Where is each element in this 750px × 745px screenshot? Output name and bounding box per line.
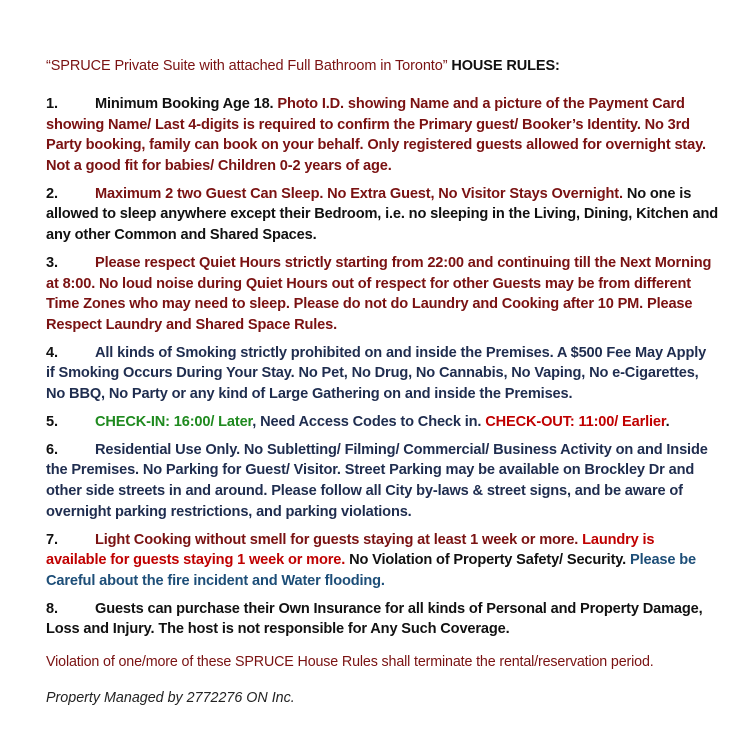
rule-item xyxy=(46,253,718,335)
rule-text: Maximum 2 two Guest Can Sleep. No Extra Guest, No Visitor Stays Overnight. xyxy=(95,185,623,202)
managed-by-text: Property Managed by 2772276 ON Inc. xyxy=(46,690,295,706)
rule-text: No Violation of Property Safety/ Security. xyxy=(345,552,627,569)
rule-text: Photo I.D. showing Name and a picture of the Payment Card showing Name/ Last 4-digits is required to confirm the Primary guest/ Booker’s Identity. No 3rd Party booking, family can book on your behalf. Only registered guests allowed for overnight stay. Not a good fit for babies/ Children 0-2 years of age. xyxy=(46,96,706,174)
listing-title: “SPRUCE Private Suite with attached Full Bathroom in Toronto” xyxy=(46,58,448,74)
rule-number: 6. xyxy=(46,441,58,458)
rule-text: Light Cooking without smell for guests staying at least 1 week or more. xyxy=(95,531,579,548)
rule-text: Minimum Booking Age 18. xyxy=(95,96,278,112)
rule-text: Guests can purchase their Own Insurance for all kinds of Personal and Property Damage, Loss and Injury. The host is not responsible for Any Such Coverage. xyxy=(46,600,703,638)
rule-item xyxy=(46,599,718,640)
rules-list xyxy=(46,94,718,647)
rule-number: 4. xyxy=(46,344,58,361)
rule-number: 1. xyxy=(46,96,58,112)
rule-text: , Need Access Codes to Check in. xyxy=(252,413,486,430)
rule-text: CHECK-OUT: 11:00/ Earlier xyxy=(485,413,666,430)
rule-item xyxy=(46,440,718,522)
rule-item xyxy=(46,343,718,405)
rule-text: . xyxy=(665,413,670,430)
violation-notice: Violation of one/more of these SPRUCE House Rules shall terminate the rental/reservation period. xyxy=(46,654,654,670)
rule-item xyxy=(46,94,718,176)
rule-number: 8. xyxy=(46,600,58,617)
rule-text: No one is allowed to sleep anywhere except their Bedroom, i.e. no sleeping in the Living, Dining, Kitchen and any other Common and Shared Spaces. xyxy=(46,185,718,243)
rule-text: Laundry is available for guests staying 1 week or more. xyxy=(46,531,655,569)
rule-item xyxy=(46,412,718,433)
rule-number: 2. xyxy=(46,185,58,202)
rule-text: Please be Careful about the fire incident and Water flooding. xyxy=(46,552,696,589)
rule-text: CHECK-IN: 16:00/ Later xyxy=(95,413,253,430)
rule-item xyxy=(46,530,718,592)
house-rules-heading: HOUSE RULES: xyxy=(451,58,560,74)
page-title xyxy=(46,58,726,74)
rule-text: Please respect Quiet Hours strictly starting from 22:00 and continuing till the Next Morning at 8:00. No loud noise during Quiet Hours out of respect for other Guests may be from different Time Zones who may need to sleep. Please do not do Laundry and Cooking after 10 PM. Please Respect Laundry and Shared Space Rules. xyxy=(46,254,712,333)
rule-number: 5. xyxy=(46,413,58,430)
rule-text: All kinds of Smoking strictly prohibited on and inside the Premises. A $500 Fee May Apply if Smoking Occurs During Your Stay. No Pet, No Drug, No Cannabis, No Vaping, No e-Cigarettes, No BBQ, No Party or any kind of Large Gathering on and inside the Premises. xyxy=(46,344,707,402)
rule-number: 3. xyxy=(46,254,58,271)
rule-text: Residential Use Only. No Subletting/ Filming/ Commercial/ Business Activity on and Inside the Premises. No Parking for Guest/ Visitor. Street Parking may be available on Brockley Dr and other side streets in and around. Please follow all City by-laws & street signs, and be aware of overnight parking restrictions, and parking violations. xyxy=(46,441,708,520)
rule-number: 7. xyxy=(46,531,58,548)
rule-item xyxy=(46,184,718,246)
